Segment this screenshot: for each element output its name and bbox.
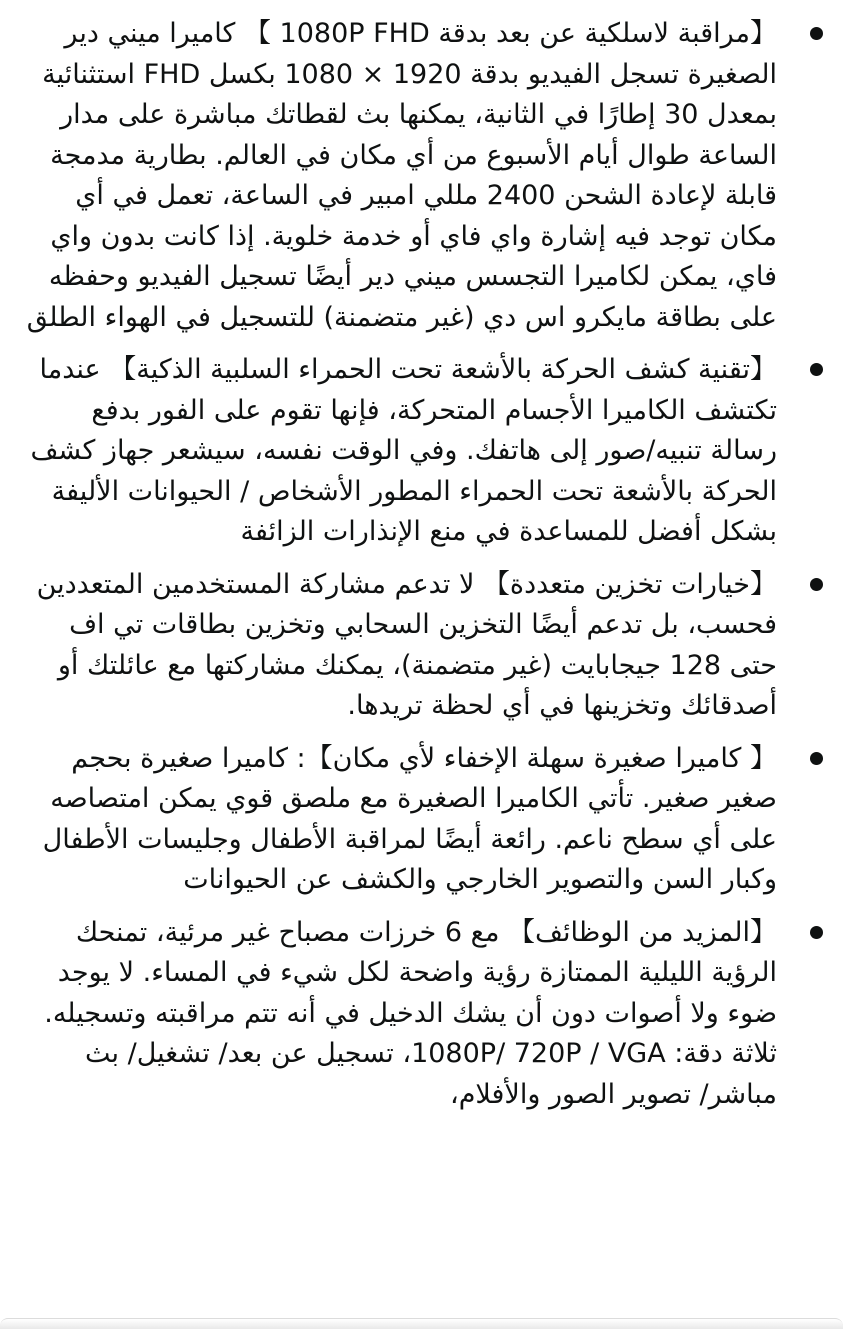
feature-bullet-storage-options <box>18 565 823 727</box>
bullet-dot-icon <box>810 752 823 765</box>
feature-bullets-section <box>18 14 823 1127</box>
feature-bullet-text: 【المزيد من الوظائف】 مع 6 خرزات مصباح غير مرئية، تمنحك الرؤية الليلية الممتازة رؤية واضحة لكل شيء في المساء. لا يوجد ضوء ولا أصوات دون أن يشك الدخيل في أنه تتم مراقبته وتسجيله. ثلاثة دقة: 1080P/ 720P / VGA، تسجيل عن بعد/ تشغيل/ بث مباشر/ تصوير الصور والأفلام، <box>44 916 777 1110</box>
feature-bullet-text: 【مراقبة لاسلكية عن بعد بدقة 1080P FHD 】 كاميرا ميني دير الصغيرة تسجل الفيديو بدقة 1920 × 1080 بكسل FHD استثنائية بمعدل 30 إطارًا في الثانية، يمكنها بث لقطاتك مباشرة على مدار الساعة طوال أيام الأسبوع من أي مكان في العالم. بطارية مدمجة قابلة لإعادة الشحن 2400 مللي امبير في الساعة، تعمل في أي مكان توجد فيه إشارة واي فاي أو خدمة خلوية. إذا كانت بدون واي فاي، يمكن لكاميرا التجسس ميني دير أيضًا تسجيل الفيديو وحفظه على بطاقة مايكرو اس دي (غير متضمنة) للتسجيل في الهواء الطلق <box>26 18 777 333</box>
feature-bullet-wireless-monitoring <box>18 14 823 338</box>
feature-bullet-text: 【 كاميرا صغيرة سهلة الإخفاء لأي مكان】: كاميرا صغيرة بحجم صغير صغير. تأتي الكاميرا الصغيرة مع ملصق قوي يمكن امتصاصه على أي سطح ناعم. رائعة أيضًا لمراقبة الأطفال وجليسات الأطفال وكبار السن والتصوير الخارجي والكشف عن الحيوانات <box>42 742 777 895</box>
feature-bullet-motion-detection <box>18 350 823 553</box>
bullet-dot-icon <box>810 926 823 939</box>
bullet-dot-icon <box>810 363 823 376</box>
feature-bullet-compact-camera <box>18 739 823 901</box>
bottom-sheet-edge <box>0 1318 843 1329</box>
bullet-dot-icon <box>810 578 823 591</box>
feature-bullet-more-functions <box>18 913 823 1116</box>
feature-bullet-list <box>18 14 823 1115</box>
feature-bullet-text: 【خيارات تخزين متعددة】 لا تدعم مشاركة المستخدمين المتعددين فحسب، بل تدعم أيضًا التخزين السحابي وتخزين بطاقات تي اف حتى 128 جيجابايت (غير متضمنة)، يمكنك مشاركتها مع عائلتك أو أصدقائك وتخزينها في أي لحظة تريدها. <box>36 568 777 721</box>
feature-bullet-text: 【تقنية كشف الحركة بالأشعة تحت الحمراء السلبية الذكية】 عندما تكتشف الكاميرا الأجسام المتحركة، فإنها تقوم على الفور بدفع رسالة تنبيه/صور إلى هاتفك. وفي الوقت نفسه، سيشعر جهاز كشف الحركة بالأشعة تحت الحمراء المطور الأشخاص / الحيوانات الأليفة بشكل أفضل للمساعدة في منع الإنذارات الزائفة <box>30 354 777 547</box>
bullet-dot-icon <box>810 27 823 40</box>
